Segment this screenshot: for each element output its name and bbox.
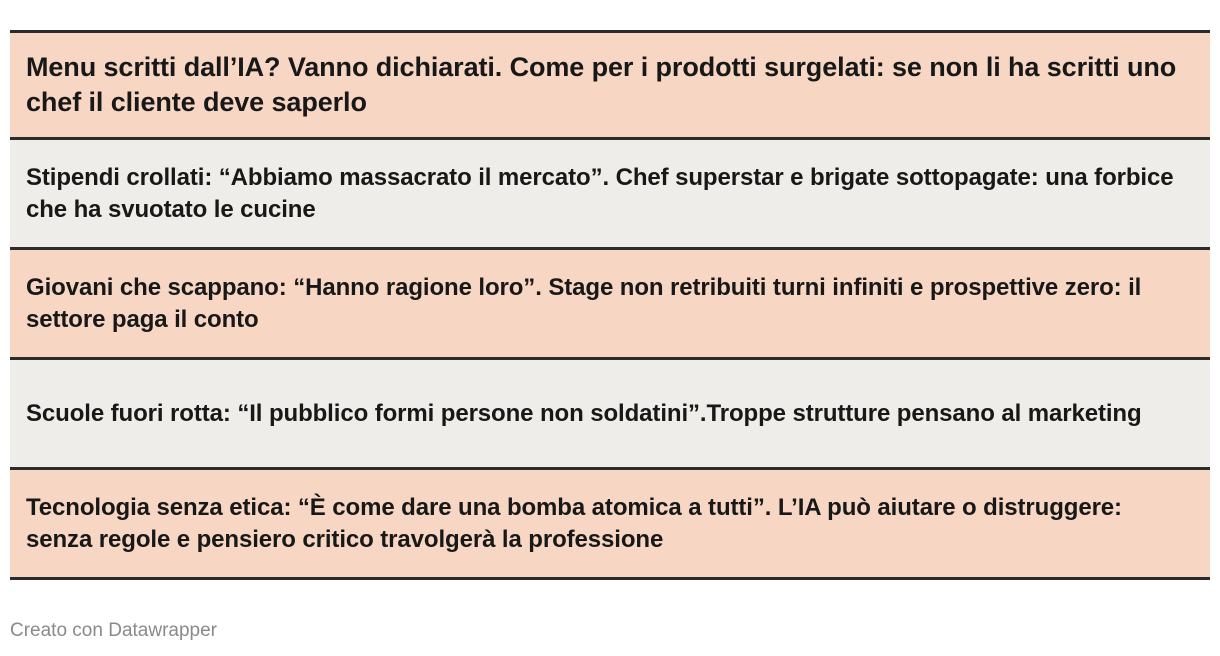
table-row	[10, 140, 1210, 250]
row-text: Scuole fuori rotta: “Il pubblico formi persone non soldatini”.Troppe strutture pensano al marketing	[26, 399, 1142, 427]
table-row	[10, 33, 1210, 140]
table-row	[10, 250, 1210, 360]
row-text: Giovani che scappano: “Hanno ragione loro”. Stage non retribuiti turni infiniti e prospettive zero: il settore paga il conto	[26, 273, 1142, 333]
datawrapper-credit[interactable]: Creato con Datawrapper	[10, 620, 217, 641]
row-text: Menu scritti dall’IA? Vanno dichiarati. Come per i prodotti surgelati: se non li ha scritti uno chef il cliente deve saperlo	[26, 52, 1177, 117]
table-row	[10, 470, 1210, 580]
row-text: Tecnologia senza etica: “È come dare una bomba atomica a tutti”. L’IA può aiutare o distruggere: senza regole e pensiero critico travolgerà la professione	[26, 493, 1122, 553]
row-text: Stipendi crollati: “Abbiamo massacrato il mercato”. Chef superstar e brigate sottopagate: una forbice che ha svuotato le cucine	[26, 163, 1174, 223]
headline-table	[10, 30, 1210, 580]
table-row	[10, 360, 1210, 470]
